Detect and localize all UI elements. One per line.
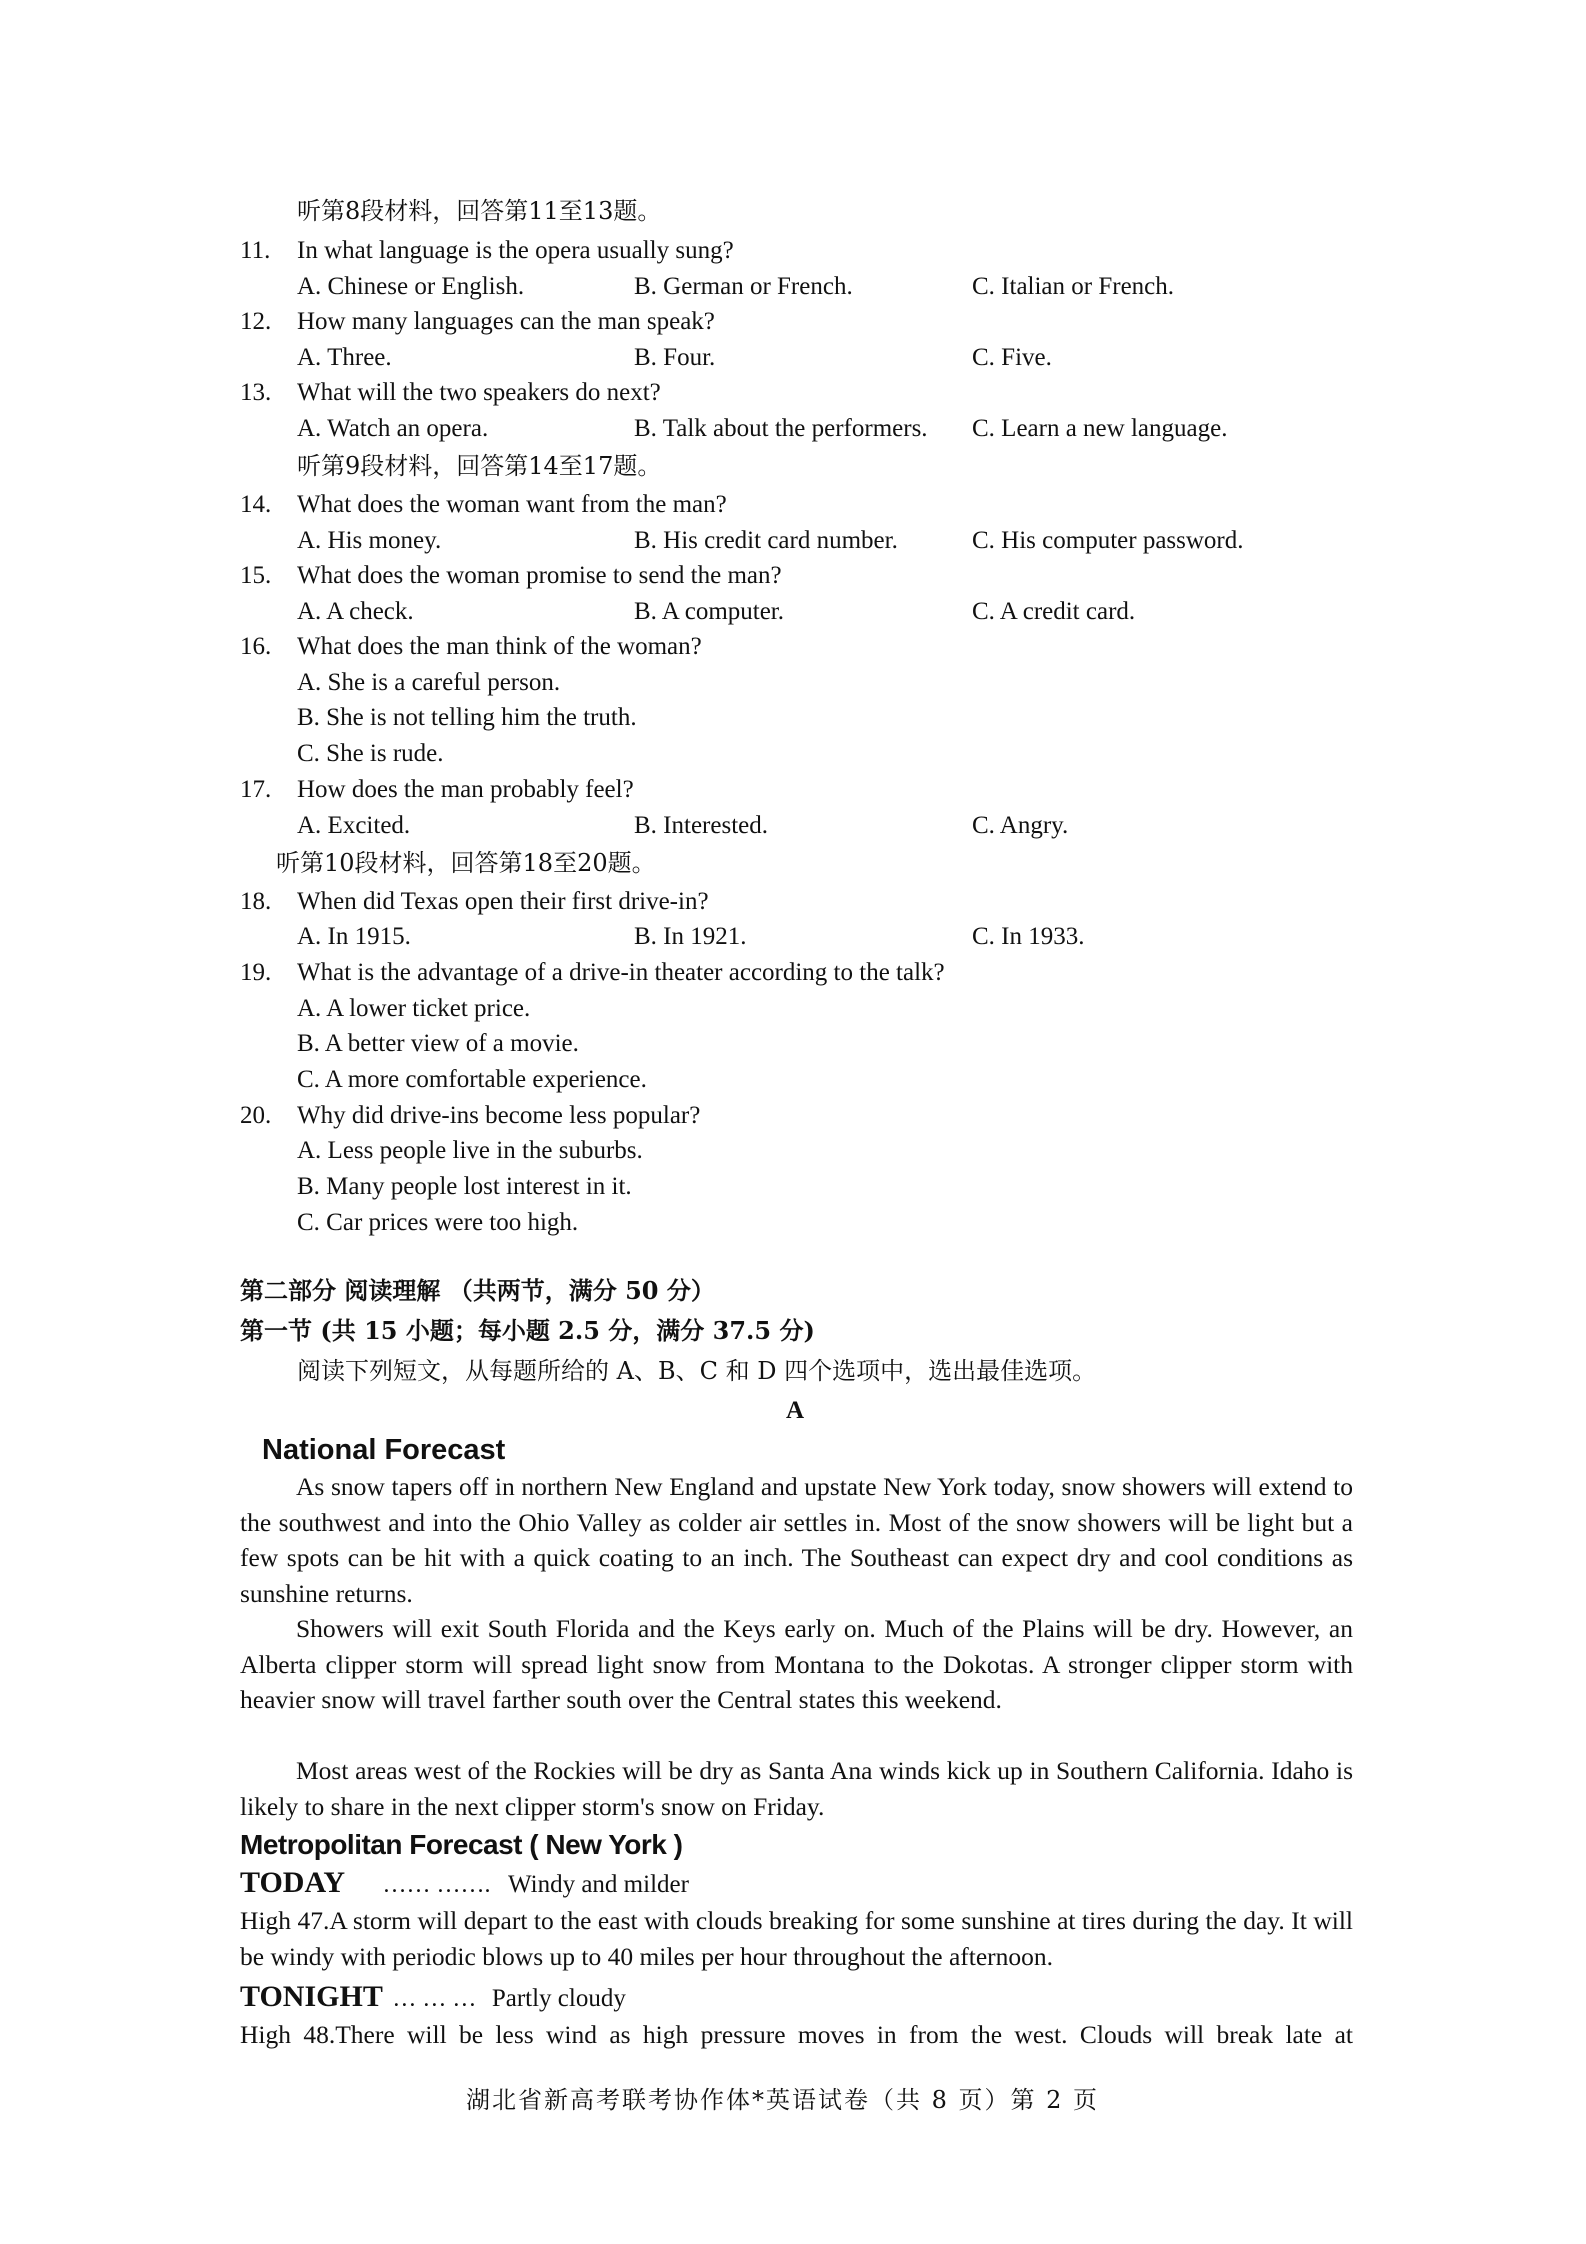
question-text: What does the woman promise to send the man? xyxy=(297,562,782,589)
option-a: A. A lower ticket price. xyxy=(297,995,531,1022)
option-a: A. His money. xyxy=(297,527,442,554)
question-number: 12. xyxy=(240,308,272,335)
question-text: What does the man think of the woman? xyxy=(297,633,702,660)
passage-label: A xyxy=(786,1397,805,1424)
option-a: A. A check. xyxy=(297,598,414,625)
question-number: 11. xyxy=(240,237,271,264)
option-b: B. A computer. xyxy=(634,598,784,625)
question-text: Why did drive-ins become less popular? xyxy=(297,1102,701,1129)
option-b: B. German or French. xyxy=(634,273,853,300)
option-c: C. Car prices were too high. xyxy=(297,1209,579,1236)
today-dots: …… ……. xyxy=(382,1872,491,1898)
section-header-9: 听第9段材料，回答第14至17题。 xyxy=(297,452,662,480)
option-c: C. A credit card. xyxy=(972,598,1136,625)
question-number: 15. xyxy=(240,562,272,589)
option-b: B. Talk about the performers. xyxy=(634,415,928,442)
question-text: How many languages can the man speak? xyxy=(297,308,715,335)
option-b: B. A better view of a movie. xyxy=(297,1030,579,1057)
option-b: B. Many people lost interest in it. xyxy=(297,1173,632,1200)
question-number: 19. xyxy=(240,959,272,986)
national-paragraph-1: As snow tapers off in northern New England and upstate New York today, snow showers will extend to the southwest and into the Ohio Valley as colder air settles in. Most of the snow showers will be light but a few spots can be hit with a quick coating to an inch. The Southeast can expect dry and cool conditions as sunshine returns. xyxy=(240,1472,1353,1608)
option-a: A. Three. xyxy=(297,344,392,371)
reading-instruction: 阅读下列短文，从每题所给的 A、B、C 和 D 四个选项中，选出最佳选项。 xyxy=(297,1357,1097,1385)
part2-title: 第二部分 阅读理解 （共两节，满分 50 分） xyxy=(240,1276,715,1305)
option-b: B. Four. xyxy=(634,344,716,371)
question-number: 16. xyxy=(240,633,272,660)
tonight-summary: Partly cloudy xyxy=(491,1985,626,2012)
option-c: C. A more comfortable experience. xyxy=(297,1066,647,1093)
question-number: 17. xyxy=(240,776,272,803)
option-b: B. In 1921. xyxy=(634,923,747,950)
option-c: C. Five. xyxy=(972,344,1052,371)
option-b: B. His credit card number. xyxy=(634,527,898,554)
tonight-forecast-text: High 48.There will be less wind as high pressure moves in from the west. Clouds will break late at xyxy=(240,2020,1353,2049)
option-a: A. Excited. xyxy=(297,812,411,839)
question-text: How does the man probably feel? xyxy=(297,776,634,803)
option-c: C. She is rude. xyxy=(297,740,444,767)
option-c: C. Angry. xyxy=(972,812,1069,839)
question-number: 14. xyxy=(240,491,272,518)
question-number: 13. xyxy=(240,379,272,406)
today-label: TODAY xyxy=(240,1866,346,1899)
option-a: A. Less people live in the suburbs. xyxy=(297,1137,643,1164)
section-header-8: 听第8段材料，回答第11至13题。 xyxy=(297,197,662,225)
tonight-dots: … … … xyxy=(392,1986,477,2012)
option-a: A. Chinese or English. xyxy=(297,273,525,300)
metro-forecast-title: Metropolitan Forecast ( New York ) xyxy=(240,1829,683,1860)
section-header-10: 听第10段材料，回答第18至20题。 xyxy=(276,849,656,877)
question-number: 20. xyxy=(240,1102,272,1129)
today-summary: Windy and milder xyxy=(508,1871,689,1898)
national-paragraph-3: Most areas west of the Rockies will be dry as Santa Ana winds kick up in Southern California. Idaho is likely to share in the next clipper storm's snow on Friday. xyxy=(240,1756,1353,1821)
option-c: C. Learn a new language. xyxy=(972,415,1228,442)
option-b: B. Interested. xyxy=(634,812,768,839)
option-c: C. His computer password. xyxy=(972,527,1244,554)
question-text: What will the two speakers do next? xyxy=(297,379,661,406)
today-forecast-text: High 47.A storm will depart to the east with clouds breaking for some sunshine at tires during the day. It will be windy with periodic blows up to 40 miles per hour throughout the afternoon. xyxy=(240,1906,1353,1971)
question-text: When did Texas open their first drive-in? xyxy=(297,888,709,915)
national-paragraph-2: Showers will exit South Florida and the Keys early on. Much of the Plains will be dry. However, an Alberta clipper storm will spread light snow from Montana to the Dokotas. A stronger clipper storm with heavier snow will travel farther south over the Central states this weekend. xyxy=(240,1614,1353,1714)
page-footer: 湖北省新高考联考协作体*英语试卷（共 8 页）第 2 页 xyxy=(466,2086,1100,2114)
option-c: C. In 1933. xyxy=(972,923,1085,950)
option-a: A. In 1915. xyxy=(297,923,411,950)
option-a: A. Watch an opera. xyxy=(297,415,489,442)
option-c: C. Italian or French. xyxy=(972,273,1175,300)
section1-title: 第一节 (共 15 小题；每小题 2.5 分，满分 37.5 分) xyxy=(240,1316,815,1345)
question-text: What does the woman want from the man? xyxy=(297,491,727,518)
question-text: In what language is the opera usually sung? xyxy=(297,237,734,264)
question-number: 18. xyxy=(240,888,272,915)
question-text: What is the advantage of a drive-in theater according to the talk? xyxy=(297,959,945,986)
national-forecast-title: National Forecast xyxy=(262,1434,506,1466)
option-b: B. She is not telling him the truth. xyxy=(297,704,637,731)
option-a: A. She is a careful person. xyxy=(297,669,561,696)
tonight-label: TONIGHT xyxy=(240,1980,383,2013)
